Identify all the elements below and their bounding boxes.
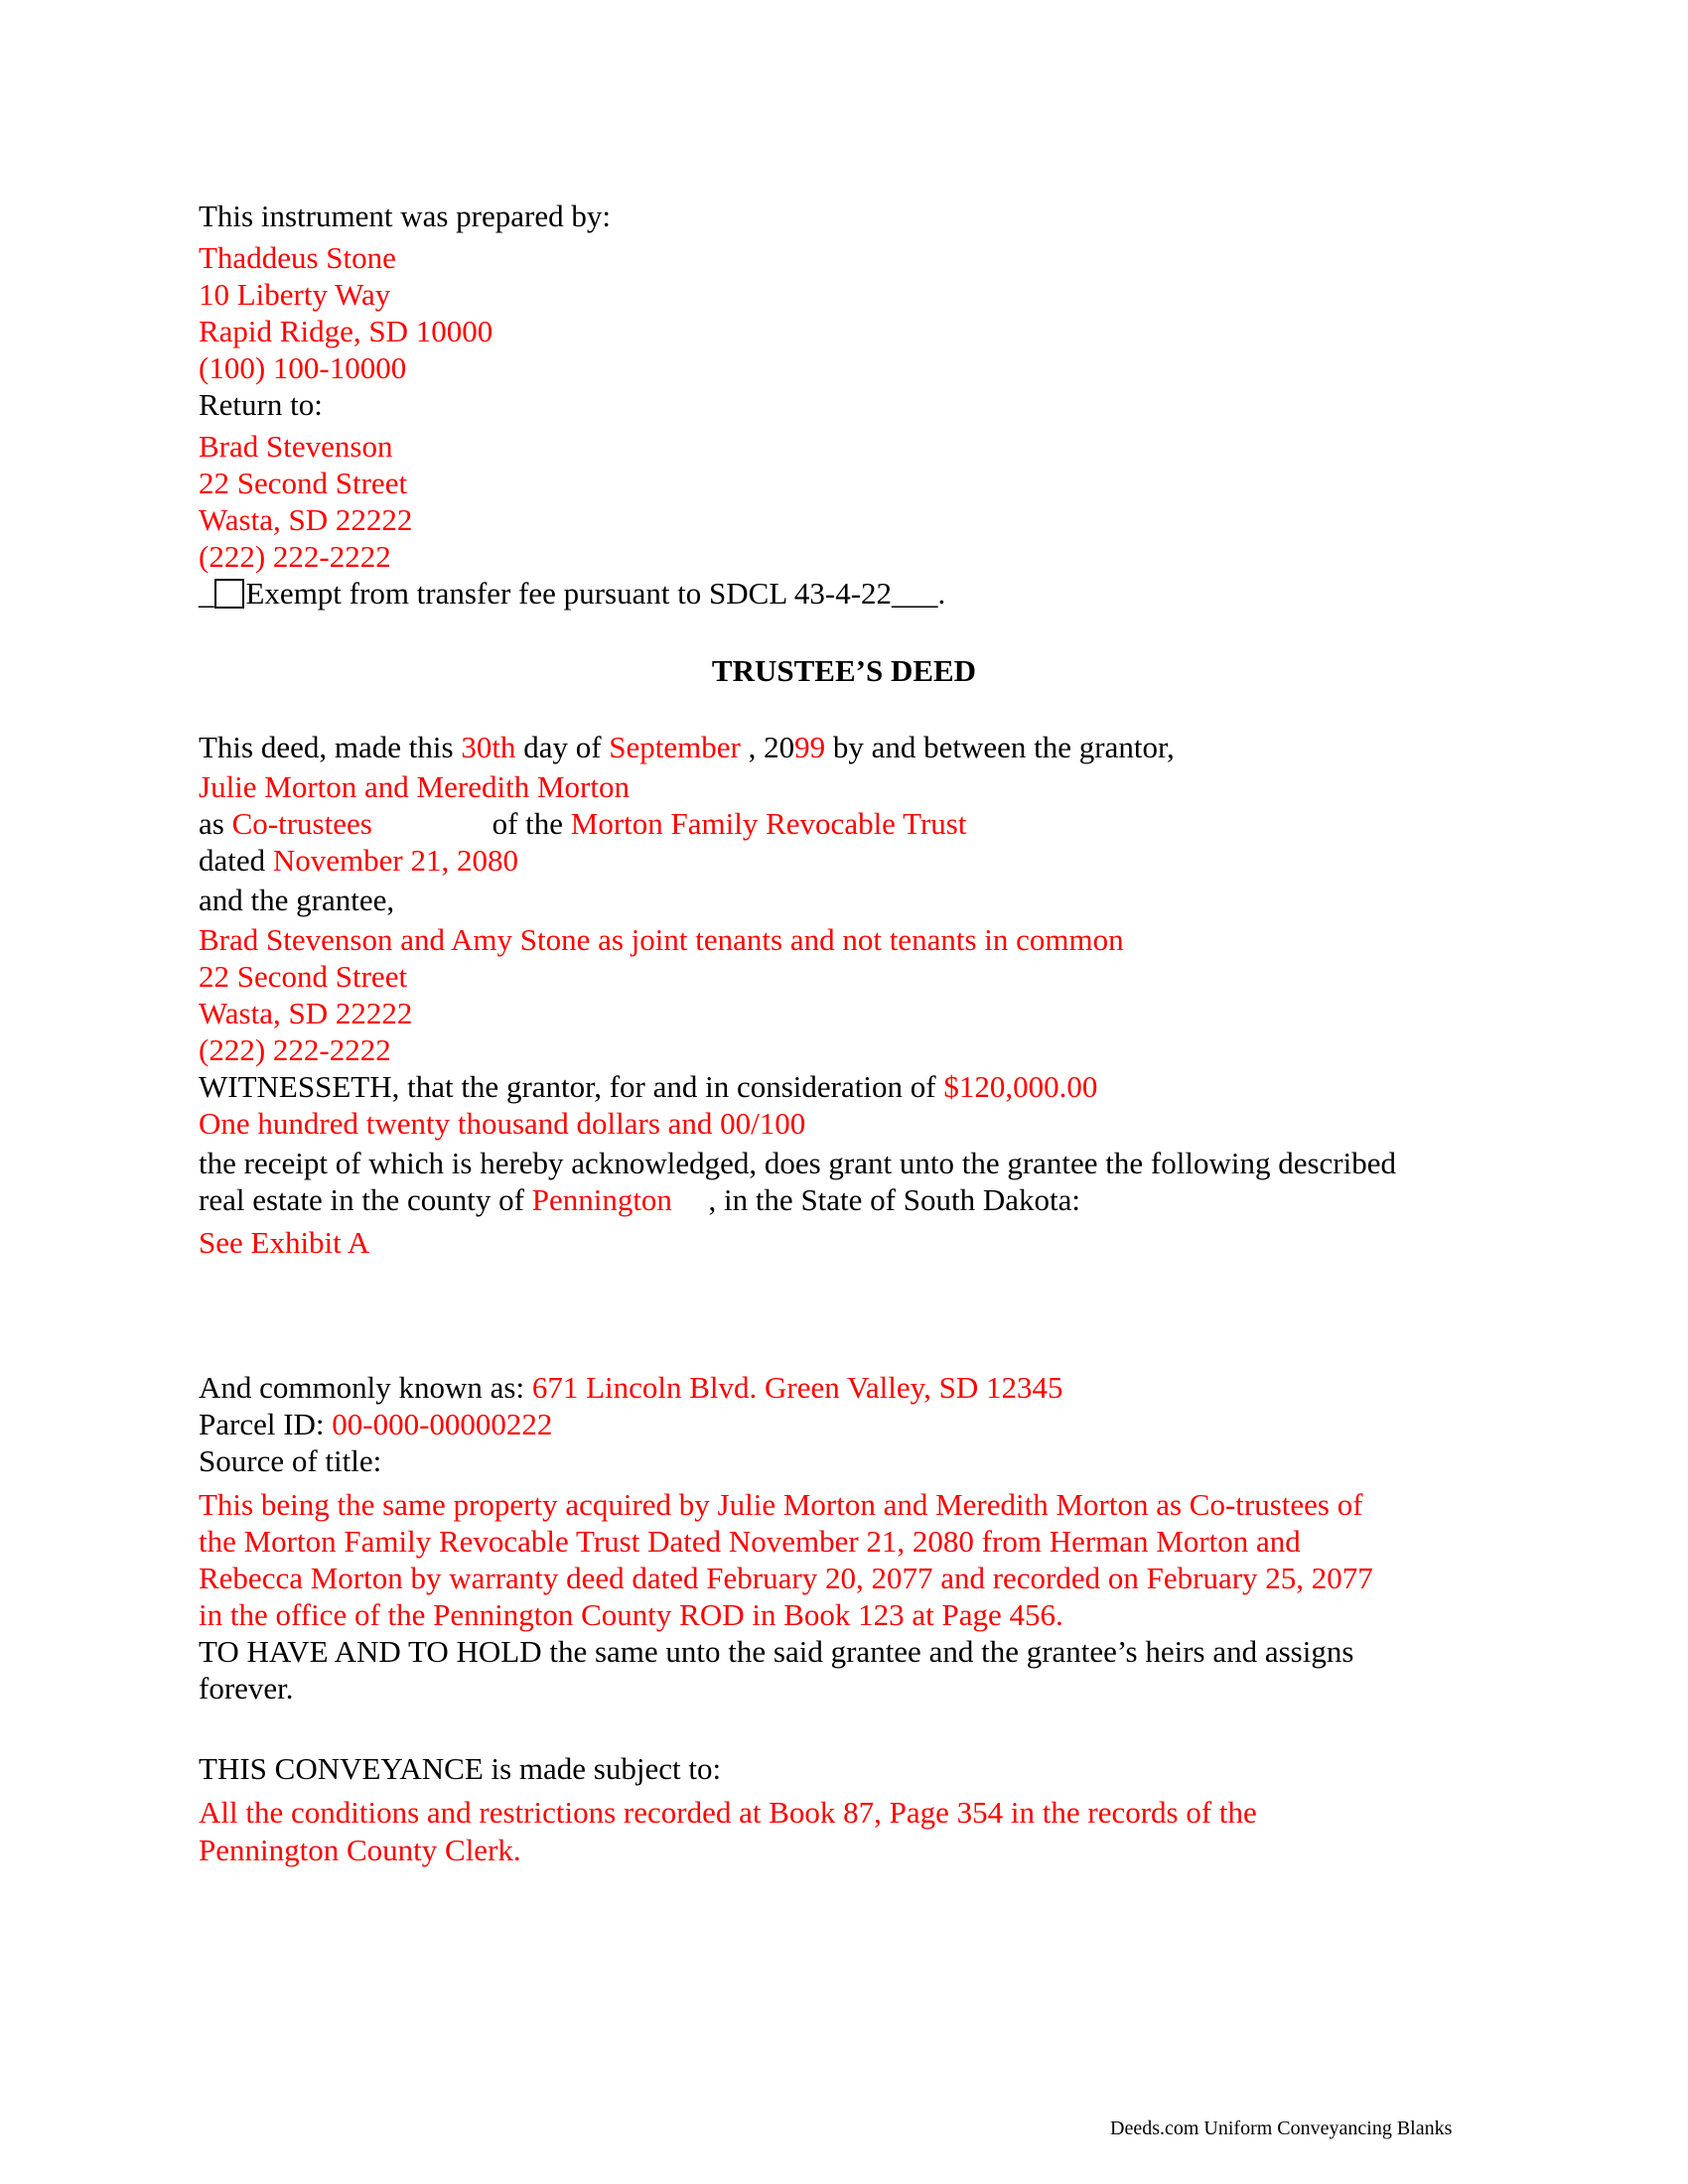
consideration-amount: $120,000.00 xyxy=(943,1069,1098,1104)
conveyance-line-1: All the conditions and restrictions recorded at Book 87, Page 354 in the records of the xyxy=(199,1795,1257,1830)
grantee-street: 22 Second Street xyxy=(199,959,408,994)
known-as-label: And commonly known as: xyxy=(199,1370,532,1405)
intro-text-2: day of xyxy=(515,730,610,764)
preparer-name: Thaddeus Stone xyxy=(199,240,396,275)
preparer-phone: (100) 100-10000 xyxy=(199,350,407,385)
exempt-prefix: _ xyxy=(199,576,214,611)
footer-text: Deeds.com Uniform Conveyancing Blanks xyxy=(1110,2117,1453,2139)
grantee-city: Wasta, SD 22222 xyxy=(199,996,413,1030)
trust-name: Morton Family Revocable Trust xyxy=(570,806,967,841)
trustee-capacity-line xyxy=(199,806,966,842)
return-street: 22 Second Street xyxy=(199,466,408,500)
intro-text-3: , 20 xyxy=(740,730,795,764)
county-post: , in the State of South Dakota: xyxy=(700,1182,1080,1217)
conveyance-line-2: Pennington County Clerk. xyxy=(199,1833,521,1867)
receipt-line: the receipt of which is hereby acknowledged, does grant unto the grantee the following described xyxy=(199,1146,1397,1180)
source-line-1: This being the same property acquired by Julie Morton and Meredith Morton as Co-trustees of xyxy=(199,1487,1363,1522)
grantor-names: Julie Morton and Meredith Morton xyxy=(199,769,630,804)
intro-text-1: This deed, made this xyxy=(199,730,462,764)
deed-title: TRUSTEE’S DEED xyxy=(711,653,977,688)
intro-text-4: by and between the grantor, xyxy=(825,730,1175,764)
trustee-capacity: Co-trustees xyxy=(231,806,372,841)
of-the-label: of the xyxy=(492,806,571,841)
property-address: 671 Lincoln Blvd. Green Valley, SD 12345 xyxy=(531,1370,1063,1405)
deed-intro-line xyxy=(199,730,1175,765)
habendum-line-2: forever. xyxy=(199,1671,294,1706)
return-phone: (222) 222-2222 xyxy=(199,539,391,574)
source-line-3: Rebecca Morton by warranty deed dated February 20, 2077 and recorded on February 25, 2077 xyxy=(199,1561,1373,1595)
parcel-line xyxy=(199,1407,552,1442)
preparer-city: Rapid Ridge, SD 10000 xyxy=(199,314,493,348)
parcel-id: 00-000-00000222 xyxy=(332,1407,553,1441)
source-line-4: in the office of the Pennington County ROD in Book 123 at Page 456. xyxy=(199,1597,1063,1632)
prepared-by-label: This instrument was prepared by: xyxy=(199,199,611,233)
trust-date-line xyxy=(199,843,518,879)
dated-label: dated xyxy=(199,843,273,878)
deed-year: 99 xyxy=(794,730,826,764)
exempt-text: Exempt from transfer fee pursuant to SDCL 43-4-22___. xyxy=(245,576,946,611)
consideration-label: WITNESSETH, that the grantor, for and in consideration of xyxy=(199,1069,944,1104)
known-as-line xyxy=(199,1370,1063,1406)
grantee-phone: (222) 222-2222 xyxy=(199,1032,391,1067)
deed-month: September xyxy=(609,730,741,764)
county-line xyxy=(199,1182,1080,1218)
as-label: as xyxy=(199,806,232,841)
habendum-line-1: TO HAVE AND TO HOLD the same unto the said grantee and the grantee’s heirs and assigns xyxy=(199,1634,1354,1669)
deed-day: 30th xyxy=(461,730,516,764)
parcel-label: Parcel ID: xyxy=(199,1407,333,1441)
conveyance-label: THIS CONVEYANCE is made subject to: xyxy=(199,1751,722,1786)
county-name: Pennington xyxy=(531,1182,672,1217)
exempt-line xyxy=(199,576,945,612)
trust-date: November 21, 2080 xyxy=(272,843,518,878)
return-to-label: Return to: xyxy=(199,387,323,422)
grantee-label: and the grantee, xyxy=(199,883,395,917)
return-city: Wasta, SD 22222 xyxy=(199,502,413,537)
preparer-street: 10 Liberty Way xyxy=(199,277,391,312)
grantee-names: Brad Stevenson and Amy Stone as joint tenants and not tenants in common xyxy=(199,922,1124,957)
exempt-checkbox[interactable] xyxy=(214,579,244,609)
amount-in-words: One hundred twenty thousand dollars and 00/100 xyxy=(199,1106,806,1141)
county-pre: real estate in the county of xyxy=(199,1182,532,1217)
source-line-2: the Morton Family Revocable Trust Dated November 21, 2080 from Herman Morton and xyxy=(199,1524,1301,1559)
consideration-line xyxy=(199,1069,1097,1105)
source-of-title-label: Source of title: xyxy=(199,1443,382,1478)
return-name: Brad Stevenson xyxy=(199,429,393,464)
legal-description: See Exhibit A xyxy=(199,1225,370,1260)
